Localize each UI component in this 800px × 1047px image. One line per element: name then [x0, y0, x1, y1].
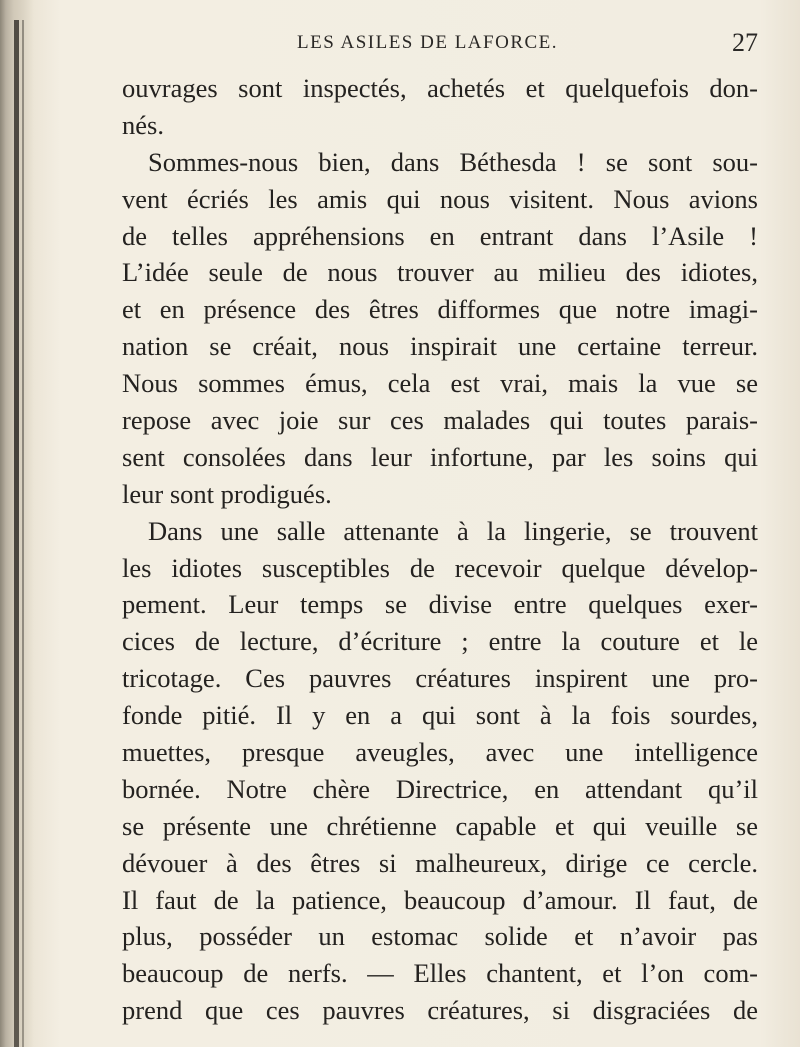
text-line: prend que ces pauvres créatures, si disgraciées de — [122, 995, 758, 1026]
text-line: fonde pitié. Il y en a qui sont à la fois sourdes, — [122, 700, 758, 731]
text-line: leur sont prodigués. — [122, 478, 332, 509]
text-line: Dans une salle attenante à la lingerie, se trouvent — [148, 515, 758, 546]
text-line: se présente une chrétienne capable et qui veuille se — [122, 810, 758, 841]
text-line: nés. — [122, 109, 164, 140]
running-title: LES ASILES DE LAFORCE. — [297, 32, 559, 53]
text-line: pement. Leur temps se divise entre quelques exer- — [122, 589, 758, 620]
text-line: sent consolées dans leur infortune, par les soins qui — [122, 441, 758, 472]
text-line: beaucoup de nerfs. — Elles chantent, et l’on com- — [122, 958, 758, 989]
page-number: 27 — [732, 28, 758, 57]
text-line: vent écriés les amis qui nous visitent. Nous avions — [122, 183, 758, 214]
text-line: les idiotes susceptibles de recevoir quelque dévelop- — [122, 552, 758, 583]
text-line: Nous sommes émus, cela est vrai, mais la vue se — [122, 368, 758, 399]
text-line: dévouer à des êtres si malheureux, dirige ce cercle. — [122, 847, 758, 878]
text-line: repose avec joie sur ces malades qui toutes parais- — [122, 405, 758, 436]
text-line: ouvrages sont inspectés, achetés et quelquefois don- — [122, 73, 758, 103]
binding-shadow-line — [14, 20, 19, 1047]
text-line: et en présence des êtres difformes que notre imagi- — [122, 294, 758, 325]
text-line: Il faut de la patience, beaucoup d’amour. Il faut, de — [122, 884, 758, 915]
text-line: nation se créait, nous inspirait une certaine terreur. — [122, 331, 758, 362]
text-line: Sommes-nous bien, dans Béthesda ! se sont sou- — [148, 146, 758, 177]
text-line: tricotage. Ces pauvres créatures inspirent une pro- — [122, 663, 758, 694]
running-header — [122, 28, 758, 58]
text-line: cices de lecture, d’écriture ; entre la couture et le — [122, 626, 758, 657]
binding-shadow-line-secondary — [22, 20, 24, 1047]
text-line: plus, posséder un estomac solide et n’avoir pas — [122, 921, 758, 952]
text-line: muettes, presque aveugles, avec une intelligence — [122, 737, 758, 768]
text-line: L’idée seule de nous trouver au milieu des idiotes, — [122, 257, 758, 288]
text-line: bornée. Notre chère Directrice, en attendant qu’il — [122, 773, 758, 804]
body-text — [122, 70, 758, 1029]
text-line: de telles appréhensions en entrant dans l’Asile ! — [122, 220, 758, 251]
